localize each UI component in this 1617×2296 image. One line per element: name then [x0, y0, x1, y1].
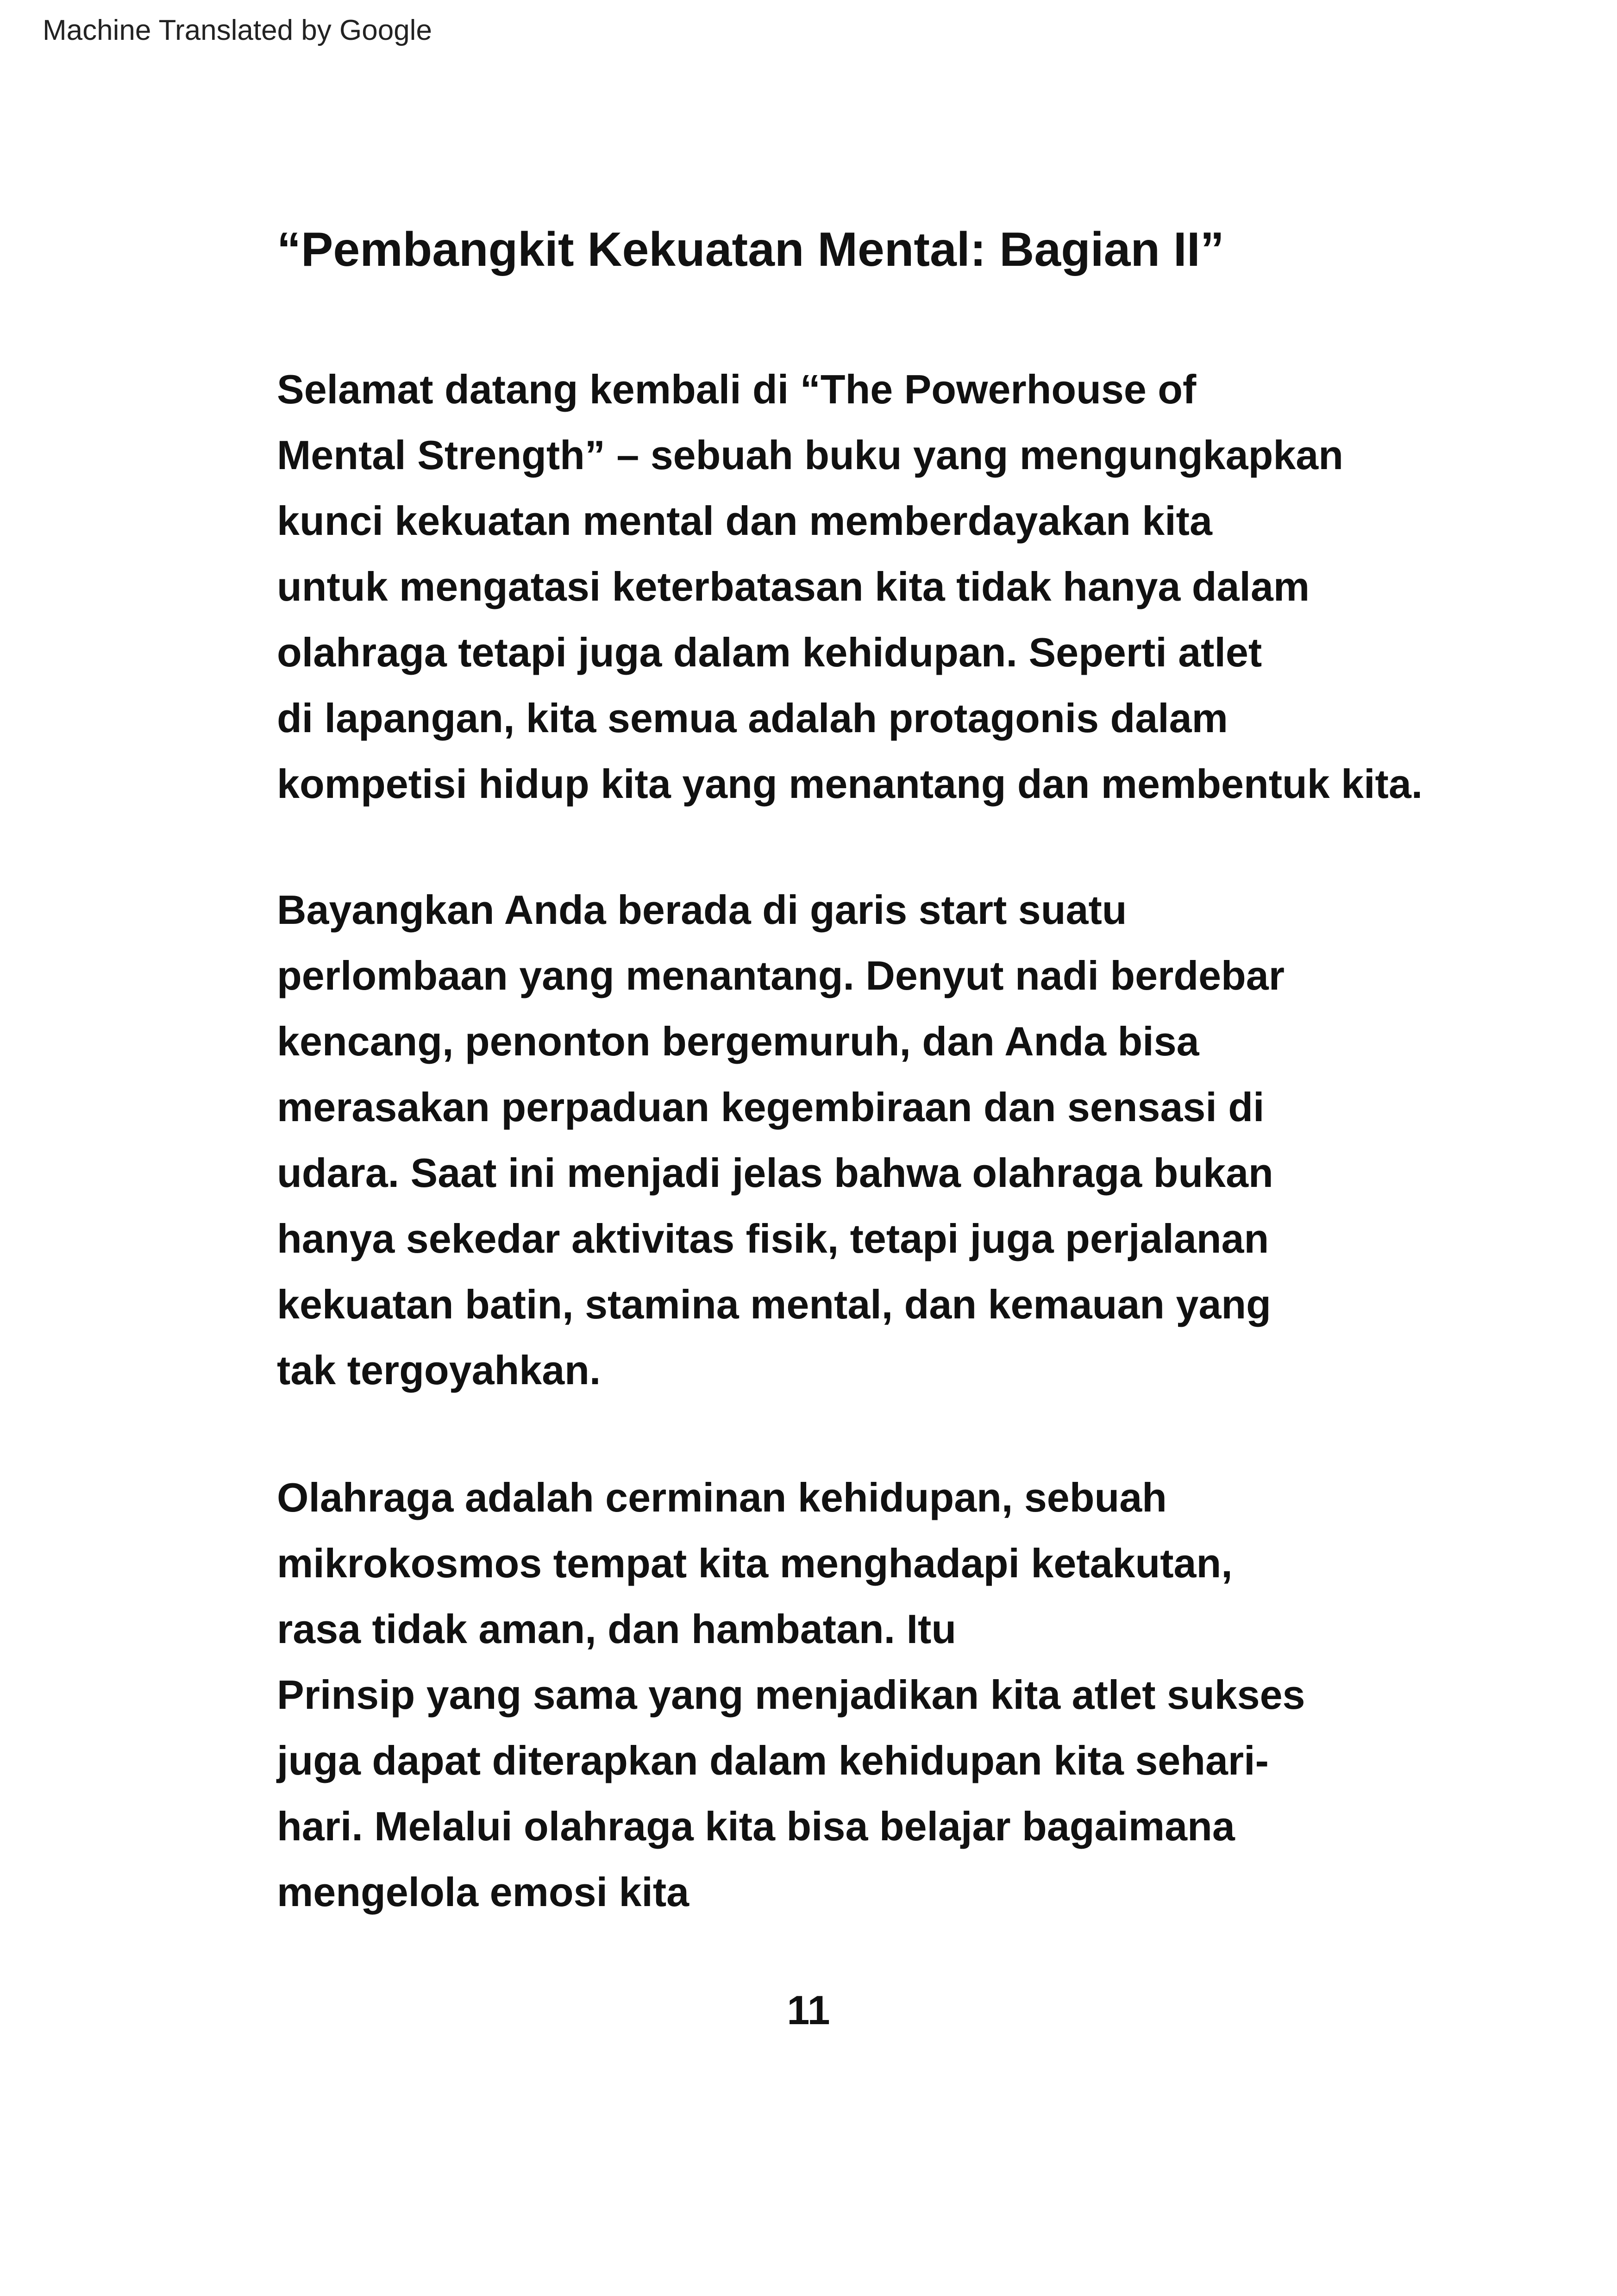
machine-translation-notice: Machine Translated by Google	[43, 14, 432, 46]
text-line: Prinsip yang sama yang menjadikan kita atlet sukses	[277, 1672, 1305, 1718]
text-line: hari. Melalui olahraga kita bisa belajar bagaimana	[277, 1803, 1235, 1849]
text-line: merasakan perpaduan kegembiraan dan sensasi di	[277, 1084, 1265, 1130]
text-line: kencang, penonton bergemuruh, dan Anda bisa	[277, 1018, 1199, 1064]
text-line: kunci kekuatan mental dan memberdayakan kita	[277, 498, 1212, 544]
text-line: kekuatan batin, stamina mental, dan kemauan yang	[277, 1281, 1271, 1327]
page-number: 11	[787, 1987, 830, 2033]
paragraph-sport-life	[277, 1465, 1305, 1925]
text-line: rasa tidak aman, dan hambatan. Itu	[277, 1606, 957, 1652]
text-line: juga dapat diterapkan dalam kehidupan kita sehari-	[277, 1738, 1269, 1783]
chapter-title: “Pembangkit Kekuatan Mental: Bagian II”	[277, 223, 1224, 276]
text-line: mengelola emosi kita	[277, 1869, 689, 1915]
text-line: Mental Strength” – sebuah buku yang mengungkapkan	[277, 432, 1343, 478]
text-line: Olahraga adalah cerminan kehidupan, sebuah	[277, 1474, 1167, 1520]
text-line: Selamat datang kembali di “The Powerhouse of	[277, 366, 1197, 412]
text-line: Bayangkan Anda berada di garis start suatu	[277, 887, 1127, 933]
text-line: olahraga tetapi juga dalam kehidupan. Seperti atlet	[277, 629, 1262, 675]
paragraph-race-scene	[277, 877, 1285, 1403]
text-line: perlombaan yang menantang. Denyut nadi berdebar	[277, 953, 1285, 998]
text-line: udara. Saat ini menjadi jelas bahwa olahraga bukan	[277, 1150, 1273, 1196]
text-line: mikrokosmos tempat kita menghadapi ketakutan,	[277, 1540, 1233, 1586]
text-line: di lapangan, kita semua adalah protagonis dalam	[277, 695, 1228, 741]
text-line: kompetisi hidup kita yang menantang dan membentuk kita.	[277, 761, 1423, 807]
text-line: tak tergoyahkan.	[277, 1347, 601, 1393]
text-line: hanya sekedar aktivitas fisik, tetapi juga perjalanan	[277, 1216, 1269, 1261]
paragraph-intro	[277, 357, 1423, 817]
text-line: untuk mengatasi keterbatasan kita tidak hanya dalam	[277, 564, 1310, 609]
